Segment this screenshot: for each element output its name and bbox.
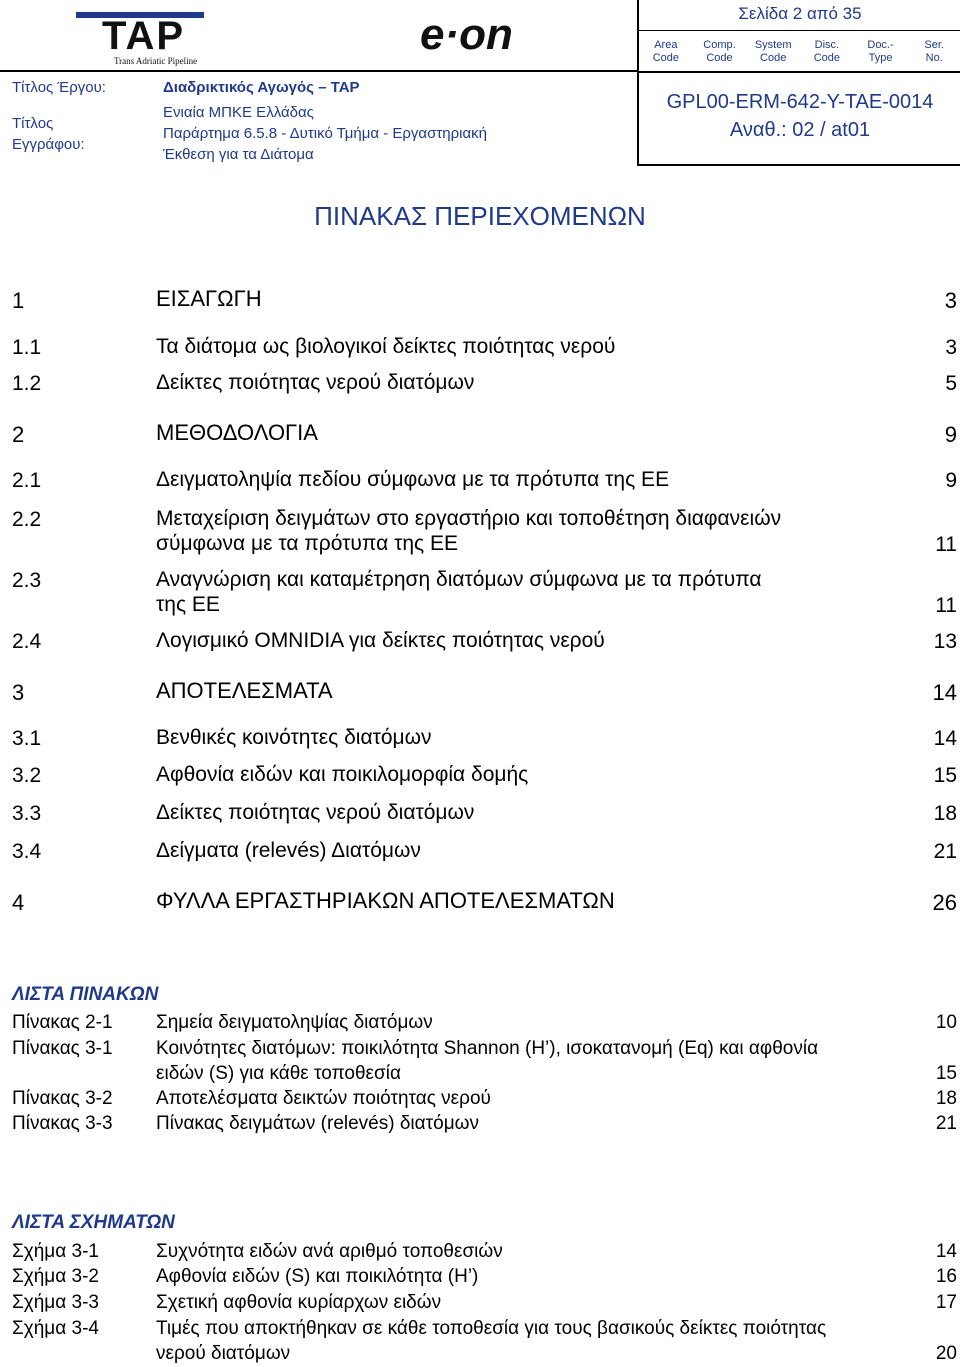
- toc-entry-number: 2.2: [12, 508, 42, 531]
- toc-entry-page: 21: [933, 840, 957, 863]
- toc-entry-page: 3: [945, 336, 957, 359]
- toc-entry-page: 13: [933, 630, 957, 653]
- toc-entry-link[interactable]: Τα διάτομα ως βιολογικοί δείκτες ποιότητας νερού: [156, 335, 616, 358]
- toc-entry-number: 3.4: [12, 840, 42, 863]
- toc-entry-page: 11: [935, 533, 957, 556]
- toc-entry-link[interactable]: Δείγματα (relevés) Διατόμων: [156, 839, 421, 862]
- toc-entry-number: 1.2: [12, 372, 42, 395]
- figure-entry-link[interactable]: Αφθονία ειδών (S) και ποικιλότητα (H’): [156, 1266, 479, 1287]
- toc-entry-number: 2.4: [12, 630, 42, 653]
- toc-entry-link[interactable]: Δείκτες ποιότητας νερού διατόμων: [156, 801, 475, 824]
- toc-entry-link[interactable]: Βενθικές κοινότητες διατόμων: [156, 726, 432, 749]
- figures-list-title: ΛΙΣΤΑ ΣΧΗΜΑΤΩΝ: [12, 1212, 175, 1233]
- eon-logo: e·on: [420, 10, 513, 59]
- tap-logo-subtitle: Trans Adriatic Pipeline: [114, 56, 198, 66]
- toc-entry-number: 2: [12, 422, 25, 447]
- toc-entry-page: 26: [932, 890, 957, 915]
- toc-entry-link[interactable]: Μεταχείριση δειγμάτων στο εργαστήριο και τοποθέτηση διαφανειών: [156, 507, 782, 530]
- code-area: [639, 31, 693, 71]
- toc-entry-number: 3.2: [12, 764, 42, 787]
- figure-entry-number: Σχήμα 3-3: [12, 1292, 99, 1313]
- code-ser-no: [907, 31, 960, 71]
- figure-entry-link[interactable]: Τιμές που αποκτήθηκαν σε κάθε τοποθεσία για τους βασικούς δείκτες ποιότητας: [156, 1318, 827, 1339]
- toc-entry-number: 2.1: [12, 469, 42, 492]
- doc-title-label-2: Εγγράφου:: [12, 136, 85, 153]
- code-label: Code: [652, 52, 679, 64]
- toc-entry-link-cont[interactable]: σύμφωνα με τα πρότυπα της ΕΕ: [156, 532, 459, 555]
- toc-entry-link[interactable]: Δείκτες ποιότητας νερού διατόμων: [156, 371, 475, 394]
- table-entry-page: 10: [935, 1012, 957, 1033]
- tables-list-title: ΛΙΣΤΑ ΠΙΝΑΚΩΝ: [12, 984, 159, 1005]
- doc-title-label-1: Τίτλος: [12, 115, 54, 132]
- table-entry-link[interactable]: Σημεία δειγματοληψίας διατόμων: [156, 1012, 433, 1033]
- toc-entry-page: 3: [944, 288, 957, 313]
- code-label: No.: [925, 52, 943, 64]
- table-entry-link[interactable]: Κοινότητες διατόμων: ποικιλότητα Shannon (H’), ισοκατανομή (Eq) και αφθονία: [156, 1038, 819, 1059]
- code-label: Code: [760, 52, 787, 64]
- tap-logo: [72, 10, 252, 66]
- code-doc-type: [854, 31, 908, 71]
- toc-entry-link[interactable]: Αναγνώριση και καταμέτρηση διατόμων σύμφωνα με τα πρότυπα: [156, 568, 762, 591]
- tap-logo-text: TAP: [102, 14, 186, 58]
- toc-entry-page: 9: [944, 422, 957, 447]
- code-label: Area: [654, 39, 678, 51]
- figure-entry-link-cont[interactable]: νερού διατόμων: [156, 1343, 291, 1364]
- page-info: Σελίδα 2 από 35: [738, 4, 862, 23]
- code-label: Type: [868, 52, 893, 64]
- toc-entry-page: 14: [932, 680, 957, 705]
- doc-title-value-1: Ενιαία ΜΠΚΕ Ελλάδας: [163, 104, 314, 121]
- project-value: Διαδρικτικός Αγωγός – TAP: [163, 79, 360, 96]
- revision: Αναθ.: 02 / at01: [729, 119, 871, 141]
- table-entry-number: Πίνακας 3-2: [12, 1088, 113, 1109]
- figure-entry-page: 17: [935, 1292, 957, 1313]
- table-entry-page: 21: [935, 1113, 957, 1134]
- figure-entry-page: 14: [935, 1241, 957, 1262]
- toc-entry-page: 11: [935, 594, 957, 617]
- toc-entry-link[interactable]: Λογισμικό OMNIDIA για δείκτες ποιότητας νερού: [156, 629, 605, 652]
- toc-entry-page: 18: [933, 802, 957, 825]
- toc-entry-number: 3.1: [12, 727, 42, 750]
- toc-entry-number: 1: [12, 288, 25, 313]
- table-entry-number: Πίνακας 2-1: [12, 1012, 113, 1033]
- toc-entry-number: 2.3: [12, 569, 42, 592]
- code-label: Ser.: [924, 39, 944, 51]
- toc-entry-link[interactable]: ΑΠΟΤΕΛΕΣΜΑΤΑ: [156, 678, 333, 703]
- table-entry-link-cont[interactable]: ειδών (S) για κάθε τοποθεσία: [156, 1063, 401, 1084]
- toc-entry-number: 3.3: [12, 802, 42, 825]
- toc-entry-link[interactable]: ΜΕΘΟΔΟΛΟΓΙΑ: [156, 420, 318, 445]
- toc-entry-number: 4: [12, 890, 25, 915]
- toc-entry-link[interactable]: ΦΥΛΛΑ ΕΡΓΑΣΤΗΡΙΑΚΩΝ ΑΠΟΤΕΛΕΣΜΑΤΩΝ: [156, 888, 615, 913]
- table-entry-page: 18: [935, 1088, 957, 1109]
- code-label: System: [754, 39, 792, 51]
- figure-entry-number: Σχήμα 3-1: [12, 1241, 99, 1262]
- doc-title-value-3: Έκθεση για τα Διάτομα: [163, 146, 314, 163]
- table-entry-link[interactable]: Αποτελέσματα δεικτών ποιότητας νερού: [156, 1088, 491, 1109]
- toc-entry-link[interactable]: ΕΙΣΑΓΩΓΗ: [156, 286, 262, 311]
- code-label: Code: [813, 52, 840, 64]
- code-comp: [693, 31, 747, 71]
- toc-entry-page: 5: [945, 372, 957, 395]
- figure-entry-page: 16: [935, 1266, 957, 1287]
- code-disc: [800, 31, 854, 71]
- doc-title-value-2: Παράρτημα 6.5.8 - Δυτικό Τμήμα - Εργαστηριακή: [163, 125, 487, 142]
- toc-entry-page: 9: [945, 469, 957, 492]
- figure-entry-number: Σχήμα 3-4: [12, 1318, 99, 1339]
- toc-entry-number: 1.1: [12, 336, 42, 359]
- project-label: Τίτλος Έργου:: [12, 79, 106, 96]
- figure-entry-link[interactable]: Σχετική αφθονία κυρίαρχων ειδών: [156, 1292, 442, 1313]
- toc-entry-link[interactable]: Δειγματοληψία πεδίου σύμφωνα με τα πρότυπα της ΕΕ: [156, 468, 670, 491]
- figure-entry-page: 20: [935, 1343, 957, 1364]
- code-columns: [639, 30, 960, 73]
- code-label: Doc.-: [867, 39, 894, 51]
- doc-info-box: [637, 0, 960, 166]
- code-label: Comp.: [703, 39, 736, 51]
- toc-entry-link-cont[interactable]: της ΕΕ: [156, 593, 220, 616]
- table-entry-page: 15: [935, 1063, 957, 1084]
- toc-entry-page: 15: [933, 764, 957, 787]
- toc-title: ΠΙΝΑΚΑΣ ΠΕΡΙΕΧΟΜΕΝΩΝ: [314, 201, 646, 231]
- toc-entry-page: 14: [933, 727, 957, 750]
- table-entry-number: Πίνακας 3-1: [12, 1038, 113, 1059]
- toc-entry-number: 3: [12, 680, 25, 705]
- table-entry-link[interactable]: Πίνακας δειγμάτων (relevés) διατόμων: [156, 1113, 479, 1134]
- code-label: Code: [706, 52, 733, 64]
- header-logos: [0, 0, 637, 70]
- code-system: [746, 31, 800, 71]
- doc-number: GPL00-ERM-642-Y-TAE-0014: [666, 91, 934, 113]
- code-label: Disc.: [814, 39, 840, 51]
- figure-entry-number: Σχήμα 3-2: [12, 1266, 99, 1287]
- figure-entry-link[interactable]: Συχνότητα ειδών ανά αριθμό τοποθεσιών: [156, 1241, 503, 1262]
- table-entry-number: Πίνακας 3-3: [12, 1113, 113, 1134]
- toc-entry-link[interactable]: Αφθονία ειδών και ποικιλομορφία δομής: [156, 763, 529, 786]
- header-divider: [0, 70, 637, 72]
